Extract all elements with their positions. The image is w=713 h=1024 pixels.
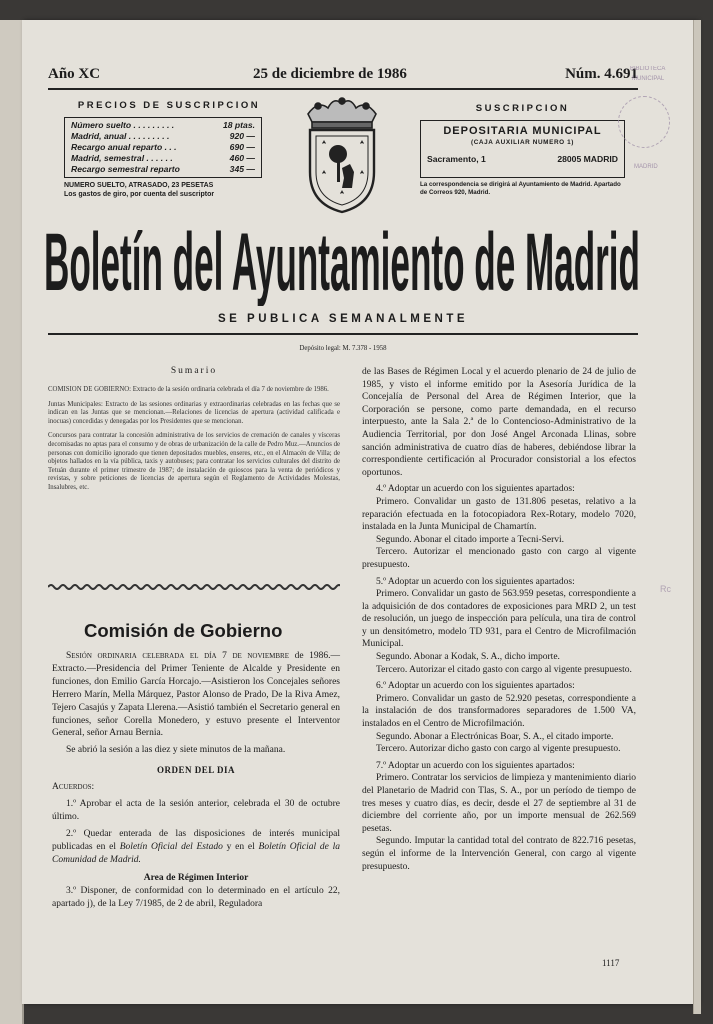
agreement-6-first: Primero. Convalidar un gasto de 52.920 pesetas, correspondiente a la instalación de dos transformadores separadores de 1.500 VA, instalados en el Centro de Microfilmación.: [362, 693, 636, 730]
agenda-heading: ORDEN DEL DIA: [156, 765, 235, 776]
price-value: 460 —: [229, 153, 255, 163]
legal-deposit: Depósito legal: M. 7.378 - 1958: [299, 345, 387, 352]
agreement-7: 7.º Adoptar un acuerdo con los siguientes apartados:: [376, 760, 575, 771]
comision-text-left: [52, 650, 340, 911]
agreement-5-first: Primero. Convalidar un gasto de 563.959 pesetas, correspondiente a la adquisición de dos contadores de exposiciones para MRD 2, un test de resolución, un juego de inspección para película, una tira de control y un densitómetro, modelo TD 931, para el Centro de Microfilmación Municipal.: [362, 589, 636, 650]
price-label: Madrid, anual . . . . . . . . .: [71, 131, 170, 141]
price-row: [71, 131, 255, 142]
issue-number: Núm. 4.691: [565, 66, 638, 82]
price-row: [71, 153, 255, 164]
agreement-1: 1.º Aprobar el acta de la sesión anterior, celebrada el 30 de octubre último.: [52, 799, 340, 823]
office-street: Sacramento, 1: [427, 154, 486, 164]
single-issue-note: NUMERO SUELTO, ATRASADO, 23 PESETAS: [64, 182, 214, 189]
opening-paragraph: Se abrió la sesión a las diez y siete minutos de la mañana.: [66, 745, 286, 756]
session-heading: Sesión ordinaria celebrada el día 7 de noviembre: [66, 651, 289, 661]
publication-frequency: SE PUBLICA SEMANALMENTE: [217, 313, 469, 325]
depositaria-box: [420, 120, 625, 178]
page-edge: [693, 20, 701, 1014]
newspaper-title-text: Boletín del Ayuntamiento de Madrid: [44, 217, 640, 306]
volume-year: Año XC: [48, 66, 101, 82]
comision-text-right: [362, 366, 636, 873]
subscription-office: [420, 103, 625, 197]
agreement-4-second: Segundo. Abonar el citado importe a Tecni-Servi.: [376, 534, 565, 545]
agreement-3: 3.º Disponer, de conformidad con lo determinado en el artículo 22, apartado j), de la Ley 7/1985, de 2 de abril, Reguladora: [52, 885, 340, 909]
summary-item: Concursos para contratar la concesión administrativa de los servicios de cremación de canales y vísceras decomisadas no aptas para el consumo y de obras de urbanización de la calle de Pedro Muz.—Anuncios de personas con domicilio ignorado que tienen depositados muebles, enseres, etc., en el Almacén de Villa; de objetos hallados en la vía pública, taxis y autobuses; para contratar los servicios culturales del distrito de Tetuán durante el primer trimestre de 1987; de instalación de quioscos para la venta de periódicos y revistas, y sobre peticiones de licencias de apertura según el Reglamento de Actividades Molestas, Insalubres, etc.: [48, 432, 340, 491]
masthead-top-line: [48, 66, 638, 83]
wavy-separator: [48, 583, 340, 591]
price-row: [71, 142, 255, 153]
stamp-ring: [618, 96, 670, 148]
price-value: 345 —: [229, 164, 255, 174]
area-heading: Area de Régimen Interior: [143, 872, 249, 883]
price-label: Número suelto . . . . . . . . .: [71, 120, 175, 130]
agreement-2-bocm: Boletín Oficial de la Comunidad de Madrid.: [52, 841, 340, 865]
newspaper-title: [40, 210, 644, 306]
session-text: de 1986.—Extracto.—Presidencia del Primer Teniente de Alcalde y Presidente en funciones, don Emilio García Horcajo.—Asistieron los Concejales señores Herrero Marín, Mella Márquez, Pastor Alonso de Prado, De la Riva Amez, Tejero Casajús y Zapata Llerena.—Asistió también el Secretario general en funciones, señor Corella Monedero, y estuvo presente el Interventor General, señor Arnau Bernia.: [52, 651, 341, 739]
price-value: 18 ptas.: [222, 120, 255, 130]
agreement-6: 6.º Adoptar un acuerdo con los siguientes apartados:: [376, 681, 575, 692]
previous-page-edge: [0, 20, 24, 1024]
margin-mark: Rc: [660, 584, 671, 594]
agreement-5-second: Segundo. Abonar a Kodak, S. A., dicho importe.: [376, 652, 560, 663]
agreement-5-third: Tercero. Autorizar el citado gasto con cargo al vigente presupuesto.: [376, 664, 632, 675]
top-rule: [48, 88, 638, 90]
agreement-5: 5.º Adoptar un acuerdo con los siguientes apartados:: [376, 576, 575, 587]
summary-section: [48, 366, 340, 493]
page-number: 1117: [602, 958, 620, 968]
price-value: 690 —: [229, 142, 255, 152]
issue-date: 25 de diciembre de 1986: [253, 66, 407, 82]
agreement-2-text: y en el: [222, 841, 259, 852]
price-row: [71, 164, 255, 175]
madrid-coat-of-arms-icon: [298, 94, 386, 216]
masthead-rule: [48, 333, 638, 335]
price-row: [71, 120, 255, 131]
agreement-7-first: Primero. Contratar los servicios de limpieza y mantenimiento diario del Planetario de Madrid con Tlas, S. A., por un período de tiempo de tres meses y cuatro días, es decir, desde el 27 de septiembre al 31 de diciembre del corriente año, por un importe mensual de 262.569 pesetas.: [362, 773, 636, 834]
office-subtitle: (CAJA AUXILIAR NUMERO 1): [470, 139, 575, 146]
agreement-2: [52, 828, 340, 867]
section-title: Comisión de Gobierno: [84, 620, 283, 641]
stamp-line-1: BIBLIOTECA: [630, 66, 666, 72]
stamp-line-3: MADRID: [634, 164, 658, 170]
agreement-6-second: Segundo. Abonar a Electrónicas Boar, S. A., el citado importe.: [376, 731, 614, 742]
correspondence-note: La correspondencia se dirigirá al Ayuntamiento de Madrid. Apartado de Correos 920, Madrid.: [420, 181, 621, 196]
price-label: Recargo anual reparto . . .: [71, 142, 177, 152]
agreement-2-boe: Boletín Oficial del Estado: [119, 841, 223, 852]
agreement-2-text: 2.º Quedar enterada de las disposiciones de interés municipal publicadas en el: [52, 828, 340, 852]
summary-title: Sumario: [170, 366, 218, 376]
office-name: DEPOSITARIA MUNICIPAL: [443, 125, 602, 137]
price-label: Madrid, semestral . . . . . .: [71, 153, 173, 163]
agreement-4: 4.º Adoptar un acuerdo con los siguientes apartados:: [376, 484, 575, 495]
office-address: [427, 154, 618, 164]
agreement-3-continued: de las Bases de Régimen Local y el acuerdo plenario de 24 de julio de 1985, y visto el informe emitido por la Asesoría Jurídica de la Concejalía de Personal del Area de Régimen Interior, que la Corporación se persone, como parte demandada, en el recurso interpuesto, ante la Sala 2.ª de lo Contencioso-Administrativo de la Audiencia Territorial, por don José Angel Arconada Llinas, sobre sanción administrativa de cuatro días de haberes, debiéndose librar la correspondiente certificación al Procurador consistorial a los efectos oportunos.: [362, 367, 636, 478]
agreement-7-second: Segundo. Imputar la cantidad total del contrato de 822.716 pesetas, según el informe de la Intervención General, con cargo al vigente presupuesto.: [362, 836, 636, 872]
price-value: 920 —: [229, 131, 255, 141]
summary-item: COMISION DE GOBIERNO: Extracto de la sesión ordinaria celebrada el día 7 de noviembre de 1986.: [48, 386, 329, 393]
postage-note: Los gastos de giro, por cuenta del suscriptor: [64, 191, 215, 198]
stamp-line-2: MUNICIPAL: [632, 76, 665, 82]
summary-item: Juntas Municipales: Extracto de las sesiones ordinarias y extraordinarias celebradas en las fechas que se indican en las Juntas que se mencionan.—Relaciones de licencias de apertura (actividad calificada e inocuas) concedidas y denegadas por los Presidentes que se mencionan.: [48, 400, 340, 425]
office-city: 28005 MADRID: [557, 154, 618, 164]
price-label: Recargo semestral reparto: [71, 164, 180, 174]
prices-title: PRECIOS DE SUSCRIPCION: [77, 100, 261, 111]
subscription-prices: [64, 100, 274, 199]
library-stamp: [614, 66, 674, 178]
agreement-6-third: Tercero. Autorizar dicho gasto con cargo al vigente presupuesto.: [376, 744, 621, 755]
agreement-4-first: Primero. Convalidar un gasto de 131.806 pesetas, relativo a la reparación efectuada en la fotocopiadora Rex-Rotary, modelo 7020, instalada en la Junta Municipal de Chamartín.: [362, 496, 636, 533]
prices-box: [64, 117, 262, 178]
agreement-4-third: Tercero. Autorizar el mencionado gasto con cargo al vigente presupuesto.: [362, 547, 636, 570]
subscription-title: SUSCRIPCION: [475, 103, 570, 114]
agreements-label: Acuerdos:: [52, 782, 95, 793]
session-paragraph: [52, 650, 340, 740]
